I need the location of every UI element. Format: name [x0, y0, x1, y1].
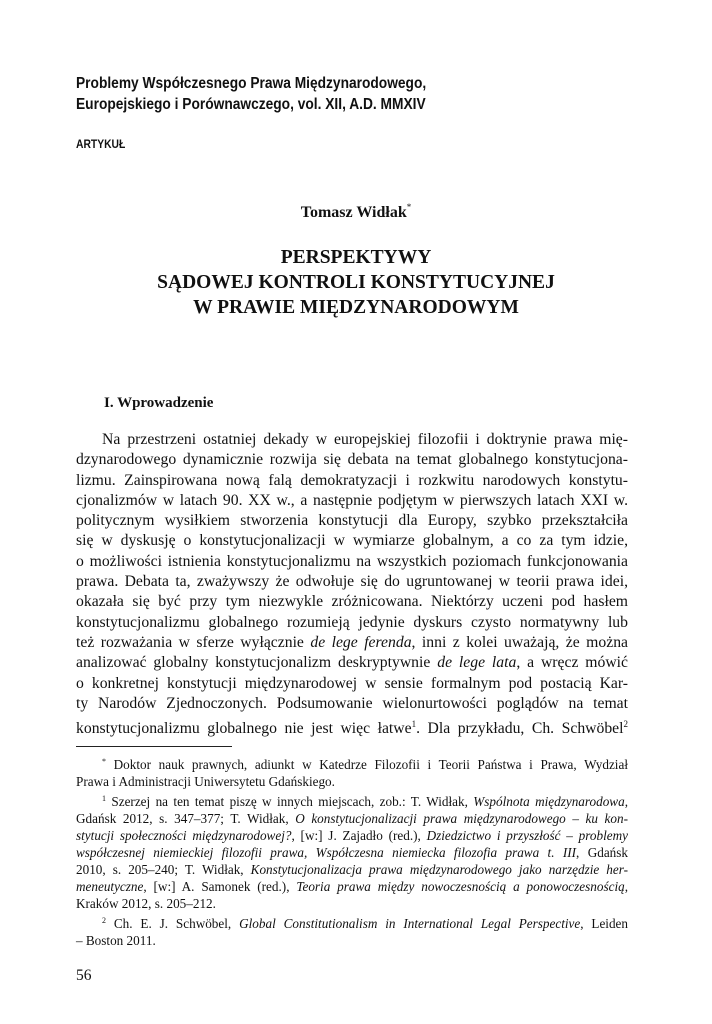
footnote-text: ,: [624, 794, 628, 809]
footnote-italic: współczesnej niemieckiej filozofii prawa, Współczesna niemiecka filozofia prawa t. III: [76, 845, 577, 860]
footnote-text: Doktor nauk prawnych, adiunkt w Katedrze Filozofii i Teorii Państwa i Prawa, Wydział: [106, 757, 628, 772]
body-line: [76, 633, 628, 653]
footnote-line: Prawa i Administracji Uniwersytetu Gdańskiego.: [76, 774, 335, 789]
body-text-run: , inni z kolei uważają, że można: [411, 633, 628, 651]
footnote-italic: Konstytucjonalizacja prawa międzynarodowego jako narzędzie her-: [250, 862, 628, 877]
footnotes: [76, 753, 628, 949]
body-line: lizmu. Zainspirowana nową falą demokratyzacji i rozkwitu narodowych konstytu-: [76, 471, 628, 489]
footnote-italic: stytucji społeczności międzynarodowej?: [76, 828, 292, 843]
footnote-italic: Global Constitutionalism in International Legal Perspective: [239, 916, 581, 931]
footnote-italic: Teoria prawa między nowoczesnością a ponowoczesnością: [296, 879, 625, 894]
footnote-text: Gdańsk 2012, s. 347–377; T. Widłak,: [76, 811, 296, 826]
footnote-text: Ch. E. J. Schwöbel,: [106, 916, 240, 931]
body-line: konstytucjonalizmu globalnego rozumieją jedynie dyskurs czysto normatywny lub: [76, 613, 628, 631]
journal-header: [76, 73, 558, 115]
footnote-line: [76, 827, 628, 844]
author: [0, 202, 712, 222]
footnote-line: [76, 844, 628, 861]
footnote-ref-2[interactable]: 2: [623, 719, 628, 730]
footnote-line: – Boston 2011.: [76, 933, 156, 948]
body-line: o możliwości istnienia konstytucjonalizmu na wszystkich poziomach funkcjonowania: [76, 552, 628, 570]
footnote-text: ,: [624, 879, 629, 894]
body-line: dzynarodowego dynamicznie rozwija się debata na temat globalnego konstytucjona-: [76, 451, 628, 469]
page-number: 56: [76, 967, 92, 984]
body-italic-run: de lege lata: [437, 654, 517, 672]
footnote-text: , Leiden: [580, 916, 629, 931]
body-line: prawa. Debata ta, zważywszy że odwołuje się do ugruntowanej w teorii prawa idei,: [76, 573, 628, 591]
body-line: się w dyskusję o konstytucjonalizacji w wymiarze globalnym, a co za tym idzie,: [76, 532, 628, 550]
footnote-text: , [w:] J. Zajadło (red.),: [291, 828, 427, 843]
body-italic-run: de lege ferenda: [310, 633, 412, 651]
body-line: politycznym wysiłkiem stworzenia konstytucji dla Europy, szybko przekształciła: [76, 512, 628, 530]
journal-title-line-1: Problemy Współczesnego Prawa Międzynarodowego,: [76, 75, 427, 92]
footnote-line: [76, 810, 628, 827]
title-line-1: PERSPEKTYWY: [280, 247, 432, 268]
title-line-3: W PRAWIE MIĘDZYNARODOWYM: [193, 297, 519, 318]
body-line: [76, 653, 628, 673]
body-text-run: analizować globalny konstytucjonalizm deskryptywnie: [76, 654, 438, 672]
footnote-mark: 1: [102, 794, 106, 803]
body-text-run: , a wręcz mówić: [516, 654, 628, 672]
footnote-line: [76, 753, 628, 773]
footnote-text: 2010, s. 205–240; T. Widłak,: [76, 862, 251, 877]
body-line: [76, 714, 628, 739]
footnote-text: , [w:] A. Samonek (red.),: [143, 879, 297, 894]
footnote-line: [76, 878, 628, 895]
footnote-ref-1[interactable]: 1: [411, 719, 417, 730]
body-line: Na przestrzeni ostatniej dekady w europejskiej filozofii i doktrynie prawa mię-: [102, 431, 628, 448]
footnote-line: Kraków 2012, s. 205–212.: [76, 896, 216, 911]
footnote-line: [76, 861, 628, 878]
body-line: okazała się być przy tym niezwykle zróżnicowana. Niektórzy uczeni pod hasłem: [76, 593, 628, 611]
section-label: ARTYKUŁ: [76, 137, 126, 151]
body-paragraph: [76, 430, 628, 739]
body-line: o konkretnej konstytucji międzynarodowej w sensie formalnym pod postacią Kar-: [76, 674, 628, 692]
author-name: Tomasz Widłak: [300, 204, 407, 221]
journal-title-line-2: Europejskiego i Porównawczego, vol. XII, A.D. MMXIV: [76, 96, 426, 113]
footnote-italic: Dziedzictwo i przyszłość – problemy: [426, 828, 628, 843]
body-text-run: . Dla przykładu, Ch. Schwöbel: [416, 720, 624, 738]
author-footnote-mark: *: [406, 202, 412, 212]
footnote-mark: 2: [102, 916, 106, 925]
body-text-run: konstytucjonalizmu globalnego nie jest więc łatwe: [76, 720, 412, 738]
article-title: [0, 245, 712, 320]
footnote-text: , Gdańsk: [576, 845, 628, 860]
body-text-run: też rozważania w sferze wyłącznie: [76, 633, 311, 651]
body-line: ty Narodów Zjednoczonych. Podsumowanie wielonurtowości poglądów na temat: [76, 694, 628, 712]
footnote-line: [76, 912, 628, 932]
footnote-italic: meneutyczne: [76, 879, 144, 894]
footnote-line: [76, 790, 628, 810]
footnote-italic: Wspólnota międzynarodowa: [473, 794, 625, 809]
section-heading: I. Wprowadzenie: [104, 395, 214, 411]
footnote-text: Szerzej na ten temat piszę w innych miejscach, zob.: T. Widłak,: [106, 794, 474, 809]
title-line-2: SĄDOWEJ KONTROLI KONSTYTUCYJNEJ: [157, 272, 555, 293]
footnote-separator: [76, 746, 232, 747]
body-line: cjonalizmów w latach 90. XX w., a następnie podjętym w pierwszych latach XXI w.: [76, 491, 628, 509]
footnote-mark: *: [102, 757, 106, 766]
footnote-italic: O konstytucjonalizacji prawa międzynarodowego – ku kon-: [295, 811, 628, 826]
